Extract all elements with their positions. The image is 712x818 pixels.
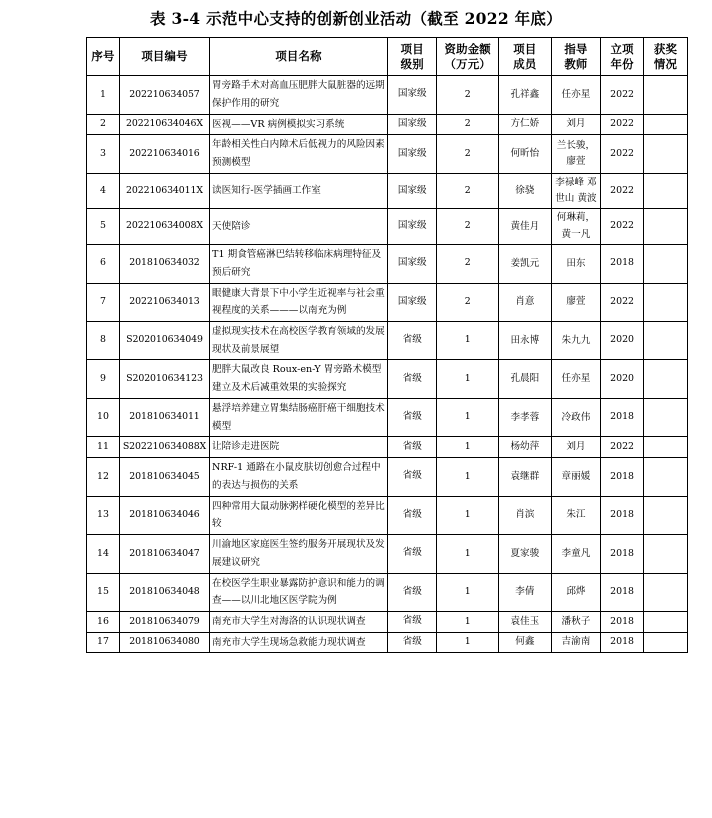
cell-project-name: 眼健康大背景下中小学生近视率与社会重视程度的关系———以南充为例 bbox=[210, 283, 388, 321]
cell-level: 国家级 bbox=[388, 135, 437, 173]
cell-funding: 1 bbox=[437, 612, 499, 633]
cell-project-name: 读医知行-医学插画工作室 bbox=[210, 173, 388, 209]
cell-award bbox=[644, 209, 688, 245]
column-header-project-level bbox=[388, 38, 437, 76]
table-row bbox=[87, 209, 688, 245]
header-line: 获奖 bbox=[653, 42, 678, 56]
cell-award bbox=[644, 114, 688, 135]
cell-member: 何鑫 bbox=[498, 632, 551, 653]
cell-project-name: 虚拟现实技术在高校医学教育领域的发展现状及前景展望 bbox=[210, 321, 388, 359]
cell-year: 2022 bbox=[601, 283, 644, 321]
cell-level: 国家级 bbox=[388, 283, 437, 321]
cell-index: 13 bbox=[87, 496, 120, 534]
header-line: 教师 bbox=[564, 56, 588, 71]
cell-advisor: 朱江 bbox=[551, 496, 600, 534]
cell-project-name: 让陪诊走进医院 bbox=[210, 437, 388, 458]
cell-award bbox=[644, 76, 688, 114]
cell-funding: 1 bbox=[437, 458, 499, 496]
cell-advisor: 刘月 bbox=[551, 114, 600, 135]
cell-member: 肖滨 bbox=[498, 496, 551, 534]
table-row bbox=[87, 612, 688, 633]
header-line: 立项 bbox=[610, 42, 634, 56]
cell-project-code: 202210634013 bbox=[119, 283, 209, 321]
cell-funding: 2 bbox=[437, 173, 499, 209]
cell-funding: 2 bbox=[437, 135, 499, 173]
cell-project-code: 201810634046 bbox=[119, 496, 209, 534]
cell-project-name: 肥胖大鼠改良 Roux-en-Y 胃旁路术模型建立及术后减重效果的实验探究 bbox=[210, 360, 388, 398]
table-row bbox=[87, 360, 688, 398]
cell-project-code: 201810634079 bbox=[119, 612, 209, 633]
cell-member: 姜凯元 bbox=[498, 245, 551, 283]
innovation-activities-table bbox=[86, 37, 688, 653]
cell-level: 省级 bbox=[388, 632, 437, 653]
cell-member: 孔晨阳 bbox=[498, 360, 551, 398]
cell-funding: 1 bbox=[437, 437, 499, 458]
table-row bbox=[87, 114, 688, 135]
cell-project-code: S202010634049 bbox=[119, 321, 209, 359]
cell-index: 6 bbox=[87, 245, 120, 283]
cell-year: 2018 bbox=[601, 573, 644, 611]
cell-project-name: 川渝地区家庭医生签约服务开展现状及发展建议研究 bbox=[210, 535, 388, 573]
table-row bbox=[87, 632, 688, 653]
cell-project-name: 四种常用大鼠动脉粥样硬化模型的差异比较 bbox=[210, 496, 388, 534]
cell-year: 2018 bbox=[601, 458, 644, 496]
cell-year: 2018 bbox=[601, 632, 644, 653]
cell-index: 4 bbox=[87, 173, 120, 209]
header-line: 项目编号 bbox=[141, 49, 188, 64]
cell-member: 方仁娇 bbox=[498, 114, 551, 135]
header-line: 指导 bbox=[564, 42, 588, 56]
table-row bbox=[87, 437, 688, 458]
column-header-project-name bbox=[210, 38, 388, 76]
cell-project-code: 202210634016 bbox=[119, 135, 209, 173]
table-row bbox=[87, 245, 688, 283]
header-line: 情况 bbox=[653, 56, 678, 71]
cell-advisor: 任亦星 bbox=[551, 76, 600, 114]
cell-level: 省级 bbox=[388, 612, 437, 633]
cell-level: 国家级 bbox=[388, 114, 437, 135]
cell-level: 省级 bbox=[388, 573, 437, 611]
cell-advisor: 吉渝南 bbox=[551, 632, 600, 653]
table-row bbox=[87, 76, 688, 114]
cell-project-code: S202010634123 bbox=[119, 360, 209, 398]
cell-funding: 1 bbox=[437, 321, 499, 359]
cell-index: 7 bbox=[87, 283, 120, 321]
cell-index: 9 bbox=[87, 360, 120, 398]
table-row bbox=[87, 283, 688, 321]
cell-funding: 2 bbox=[437, 114, 499, 135]
cell-advisor: 李童凡 bbox=[551, 535, 600, 573]
column-header-funding-amount bbox=[437, 38, 499, 76]
cell-level: 省级 bbox=[388, 437, 437, 458]
cell-award bbox=[644, 360, 688, 398]
cell-index: 15 bbox=[87, 573, 120, 611]
cell-year: 2020 bbox=[601, 321, 644, 359]
page-title: 表 3-4 示范中心支持的创新创业活动（截至 2022 年底） bbox=[149, 9, 563, 28]
cell-project-name: T1 期食管癌淋巴结转移临床病理特征及预后研究 bbox=[210, 245, 388, 283]
cell-project-name: 医视——VR 病例模拟实习系统 bbox=[210, 114, 388, 135]
table-row bbox=[87, 135, 688, 173]
cell-advisor: 李禄峰 邓世山 黄波 bbox=[551, 173, 600, 209]
cell-project-code: 202210634008X bbox=[119, 209, 209, 245]
cell-project-name: 南充市大学生现场急救能力现状调查 bbox=[210, 632, 388, 653]
cell-member: 孔祥鑫 bbox=[498, 76, 551, 114]
cell-level: 省级 bbox=[388, 321, 437, 359]
cell-index: 10 bbox=[87, 398, 120, 436]
header-line: 序号 bbox=[91, 49, 115, 64]
cell-award bbox=[644, 458, 688, 496]
cell-index: 14 bbox=[87, 535, 120, 573]
table-row bbox=[87, 535, 688, 573]
cell-level: 国家级 bbox=[388, 173, 437, 209]
cell-index: 5 bbox=[87, 209, 120, 245]
cell-advisor: 兰长骏，廖萱 bbox=[551, 135, 600, 173]
cell-advisor: 刘月 bbox=[551, 437, 600, 458]
header-line: 项目名称 bbox=[275, 49, 322, 64]
cell-funding: 2 bbox=[437, 283, 499, 321]
cell-member: 田永博 bbox=[498, 321, 551, 359]
cell-year: 2022 bbox=[601, 209, 644, 245]
cell-year: 2018 bbox=[601, 535, 644, 573]
table-body bbox=[87, 76, 688, 653]
cell-index: 3 bbox=[87, 135, 120, 173]
cell-project-name: 年龄相关性白内障术后低视力的风险因素预测模型 bbox=[210, 135, 388, 173]
column-header-project-code bbox=[119, 38, 209, 76]
cell-advisor: 田东 bbox=[551, 245, 600, 283]
cell-funding: 1 bbox=[437, 632, 499, 653]
cell-award bbox=[644, 321, 688, 359]
header-line: 级别 bbox=[400, 56, 424, 71]
cell-project-name: 天使陪诊 bbox=[210, 209, 388, 245]
cell-level: 国家级 bbox=[388, 76, 437, 114]
cell-member: 夏家骏 bbox=[498, 535, 551, 573]
cell-project-code: 202210634011X bbox=[119, 173, 209, 209]
cell-project-name: 在校医学生职业暴露防护意识和能力的调查——以川北地区医学院为例 bbox=[210, 573, 388, 611]
cell-index: 12 bbox=[87, 458, 120, 496]
cell-index: 11 bbox=[87, 437, 120, 458]
header-line: 项目 bbox=[400, 42, 424, 56]
cell-advisor: 朱九九 bbox=[551, 321, 600, 359]
table-container bbox=[0, 37, 712, 653]
cell-level: 省级 bbox=[388, 496, 437, 534]
cell-year: 2018 bbox=[601, 398, 644, 436]
cell-project-code: 201810634080 bbox=[119, 632, 209, 653]
cell-advisor: 邱烨 bbox=[551, 573, 600, 611]
cell-year: 2022 bbox=[601, 173, 644, 209]
cell-year: 2022 bbox=[601, 76, 644, 114]
cell-award bbox=[644, 535, 688, 573]
header-row bbox=[87, 38, 688, 76]
cell-member: 徐骁 bbox=[498, 173, 551, 209]
cell-award bbox=[644, 573, 688, 611]
cell-project-name: 南充市大学生对海洛的认识现状调查 bbox=[210, 612, 388, 633]
table-row bbox=[87, 458, 688, 496]
cell-year: 2022 bbox=[601, 437, 644, 458]
cell-year: 2018 bbox=[601, 245, 644, 283]
cell-member: 袁继群 bbox=[498, 458, 551, 496]
cell-index: 1 bbox=[87, 76, 120, 114]
cell-level: 国家级 bbox=[388, 209, 437, 245]
table-header bbox=[87, 38, 688, 76]
cell-level: 省级 bbox=[388, 360, 437, 398]
cell-level: 省级 bbox=[388, 398, 437, 436]
cell-member: 肖意 bbox=[498, 283, 551, 321]
table-row bbox=[87, 321, 688, 359]
cell-advisor: 潘秋子 bbox=[551, 612, 600, 633]
cell-year: 2020 bbox=[601, 360, 644, 398]
cell-funding: 1 bbox=[437, 496, 499, 534]
cell-member: 黄佳月 bbox=[498, 209, 551, 245]
header-line: 成员 bbox=[513, 56, 537, 71]
cell-award bbox=[644, 173, 688, 209]
cell-project-code: 201810634011 bbox=[119, 398, 209, 436]
cell-award bbox=[644, 398, 688, 436]
cell-award bbox=[644, 283, 688, 321]
table-row bbox=[87, 573, 688, 611]
cell-level: 省级 bbox=[388, 535, 437, 573]
cell-project-name: 胃旁路手术对高血压肥胖大鼠脏器的远期保护作用的研究 bbox=[210, 76, 388, 114]
cell-award bbox=[644, 135, 688, 173]
cell-funding: 1 bbox=[437, 398, 499, 436]
cell-project-name: NRF-1 通路在小鼠皮肤切创愈合过程中的表达与损伤的关系 bbox=[210, 458, 388, 496]
cell-award bbox=[644, 612, 688, 633]
cell-year: 2022 bbox=[601, 114, 644, 135]
header-line: （万元） bbox=[444, 56, 491, 71]
cell-advisor: 何琳莉，黄一凡 bbox=[551, 209, 600, 245]
cell-advisor: 廖萱 bbox=[551, 283, 600, 321]
cell-member: 杨幼萍 bbox=[498, 437, 551, 458]
cell-funding: 1 bbox=[437, 573, 499, 611]
cell-project-code: S202210634088X bbox=[119, 437, 209, 458]
cell-advisor: 章丽媛 bbox=[551, 458, 600, 496]
cell-index: 2 bbox=[87, 114, 120, 135]
cell-advisor: 冷政伟 bbox=[551, 398, 600, 436]
cell-level: 国家级 bbox=[388, 245, 437, 283]
cell-award bbox=[644, 632, 688, 653]
table-row bbox=[87, 173, 688, 209]
cell-project-name: 悬浮培养建立胃集结肠癌肝癌干细胞技术模型 bbox=[210, 398, 388, 436]
column-header-index bbox=[87, 38, 120, 76]
cell-level: 省级 bbox=[388, 458, 437, 496]
column-header-project-member bbox=[498, 38, 551, 76]
cell-funding: 2 bbox=[437, 76, 499, 114]
header-line: 项目 bbox=[513, 42, 537, 56]
cell-project-code: 201810634047 bbox=[119, 535, 209, 573]
cell-funding: 2 bbox=[437, 245, 499, 283]
cell-index: 17 bbox=[87, 632, 120, 653]
cell-year: 2018 bbox=[601, 496, 644, 534]
cell-project-code: 201810634045 bbox=[119, 458, 209, 496]
cell-year: 2018 bbox=[601, 612, 644, 633]
cell-project-code: 201810634032 bbox=[119, 245, 209, 283]
cell-award bbox=[644, 245, 688, 283]
cell-advisor: 任亦星 bbox=[551, 360, 600, 398]
cell-award bbox=[644, 437, 688, 458]
column-header-approval-year bbox=[601, 38, 644, 76]
table-row bbox=[87, 398, 688, 436]
cell-funding: 2 bbox=[437, 209, 499, 245]
cell-index: 16 bbox=[87, 612, 120, 633]
header-line: 资助金额 bbox=[444, 42, 491, 56]
cell-award bbox=[644, 496, 688, 534]
cell-member: 袁佳玉 bbox=[498, 612, 551, 633]
cell-member: 何昕怡 bbox=[498, 135, 551, 173]
cell-funding: 1 bbox=[437, 535, 499, 573]
cell-project-code: 201810634048 bbox=[119, 573, 209, 611]
cell-member: 李倩 bbox=[498, 573, 551, 611]
cell-project-code: 202210634057 bbox=[119, 76, 209, 114]
header-line: 年份 bbox=[610, 56, 634, 71]
cell-project-code: 202210634046X bbox=[119, 114, 209, 135]
table-row bbox=[87, 496, 688, 534]
cell-member: 李孝蓉 bbox=[498, 398, 551, 436]
column-header-award-status bbox=[644, 38, 688, 76]
cell-year: 2022 bbox=[601, 135, 644, 173]
cell-funding: 1 bbox=[437, 360, 499, 398]
cell-index: 8 bbox=[87, 321, 120, 359]
column-header-advisor bbox=[551, 38, 600, 76]
